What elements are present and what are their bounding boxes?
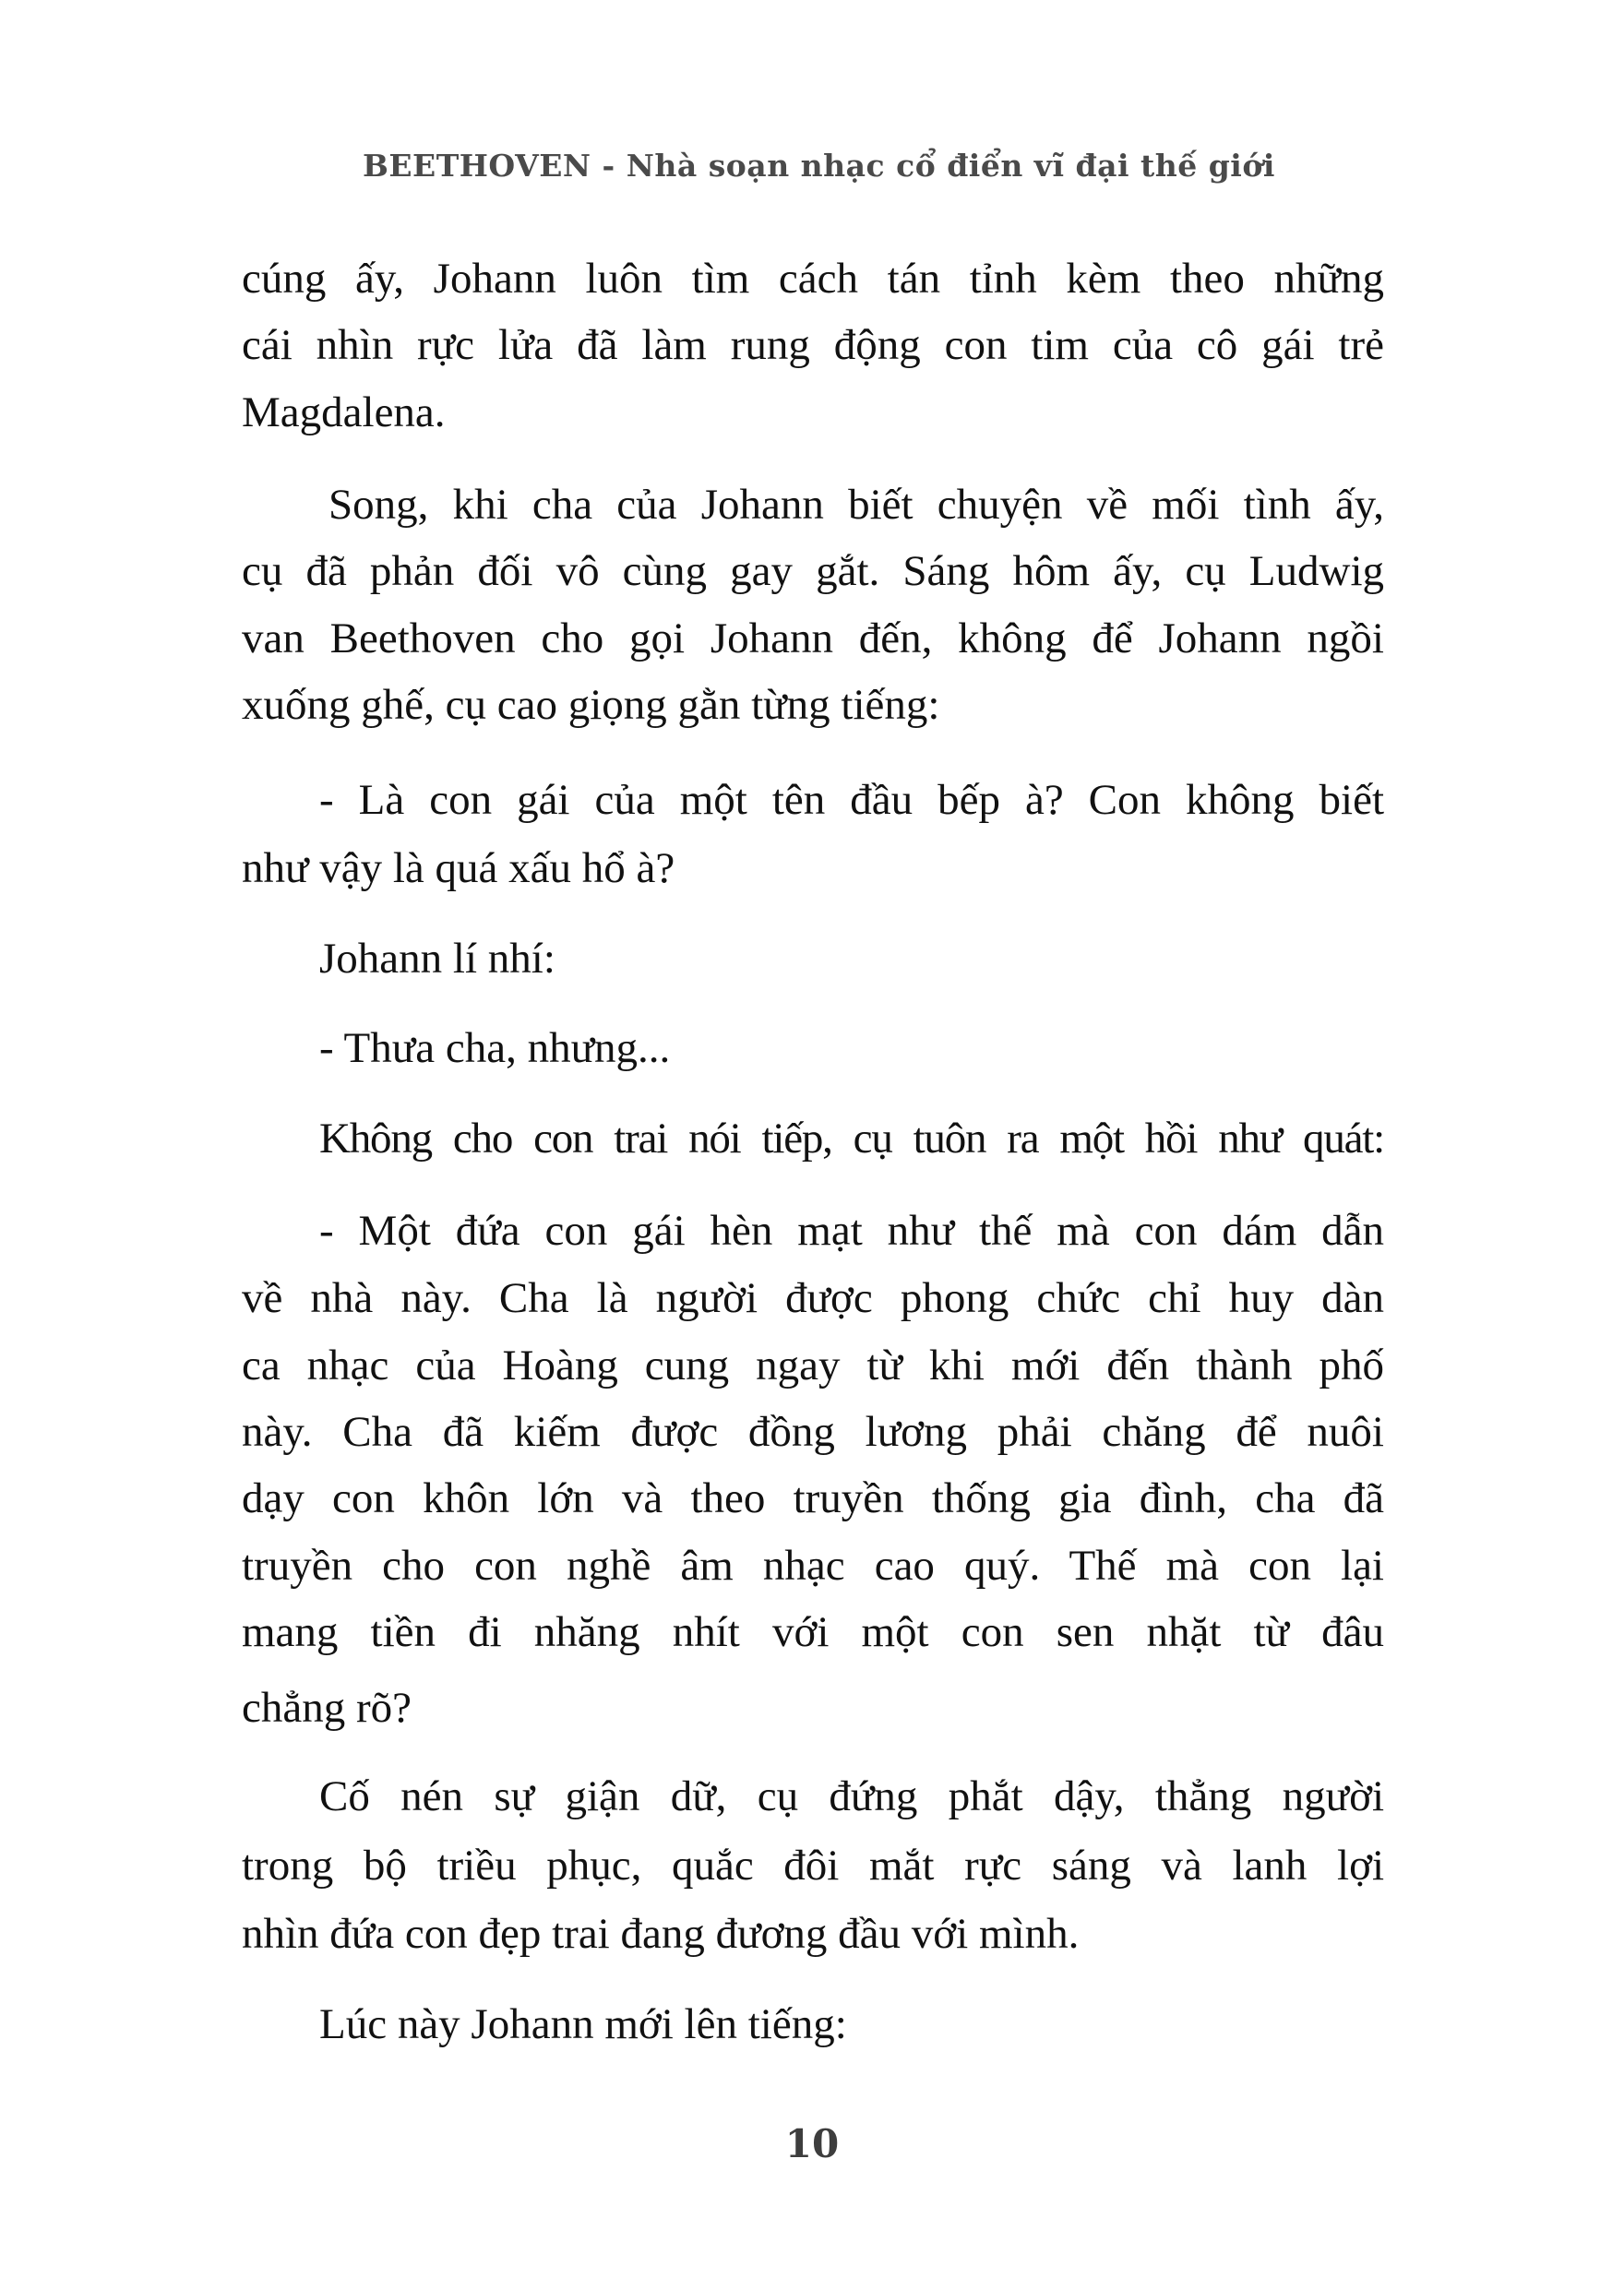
paragraph-7-line-2: về nhà này. Cha là người được phong chức chỉ huy dàn	[242, 1274, 1384, 1322]
paragraph-3-line-2: như vậy là quá xấu hổ à?	[242, 844, 675, 892]
paragraph-6-line-1: Không cho con trai nói tiếp, cụ tuôn ra một hồi như quát:	[319, 1115, 1384, 1163]
paragraph-7-line-6: truyền cho con nghề âm nhạc cao quý. Thế mà con lại	[242, 1542, 1384, 1590]
paragraph-7-line-7: mang tiền đi nhăng nhít với một con sen nhặt từ đâu	[242, 1608, 1384, 1656]
paragraph-3-line-1: - Là con gái của một tên đầu bếp à? Con không biết	[319, 776, 1384, 824]
paragraph-8-line-2: trong bộ triều phục, quắc đôi mắt rực sáng và lanh lợi	[242, 1842, 1384, 1890]
paragraph-1-line-3: Magdalena.	[242, 388, 446, 436]
paragraph-7-line-3: ca nhạc của Hoàng cung ngay từ khi mới đến thành phố	[242, 1342, 1384, 1389]
paragraph-5-line-1: - Thưa cha, nhưng...	[319, 1024, 671, 1072]
paragraph-1-line-2: cái nhìn rực lửa đã làm rung động con tim của cô gái trẻ	[242, 321, 1384, 369]
running-header: BEETHOVEN - Nhà soạn nhạc cổ điển vĩ đại thế giới	[363, 148, 1275, 184]
paragraph-8-line-1: Cố nén sự giận dữ, cụ đứng phắt dậy, thẳng người	[319, 1772, 1384, 1820]
paragraph-7-line-5: dạy con khôn lớn và theo truyền thống gia đình, cha đã	[242, 1474, 1384, 1522]
paragraph-2-line-4: xuống ghế, cụ cao giọng gằn từng tiếng:	[242, 681, 940, 729]
paragraph-9-line-1: Lúc này Johann mới lên tiếng:	[319, 2000, 847, 2048]
paragraph-2-line-3: van Beethoven cho gọi Johann đến, không để Johann ngồi	[242, 614, 1384, 662]
page-number: 10	[784, 2121, 840, 2166]
paragraph-7-line-8: chẳng rõ?	[242, 1684, 412, 1732]
paragraph-2-line-1: Song, khi cha của Johann biết chuyện về mối tình ấy,	[328, 481, 1384, 529]
paragraph-4-line-1: Johann lí nhí:	[319, 935, 555, 983]
paragraph-7-line-1: - Một đứa con gái hèn mạt như thế mà con dám dẫn	[319, 1207, 1384, 1255]
paragraph-2-line-2: cụ đã phản đối vô cùng gay gắt. Sáng hôm ấy, cụ Ludwig	[242, 547, 1384, 595]
paragraph-7-line-4: này. Cha đã kiếm được đồng lương phải chăng để nuôi	[242, 1408, 1384, 1456]
paragraph-1-line-1: cúng ấy, Johann luôn tìm cách tán tỉnh kèm theo những	[242, 255, 1384, 303]
paragraph-8-line-3: nhìn đứa con đẹp trai đang đương đầu với mình.	[242, 1910, 1080, 1958]
